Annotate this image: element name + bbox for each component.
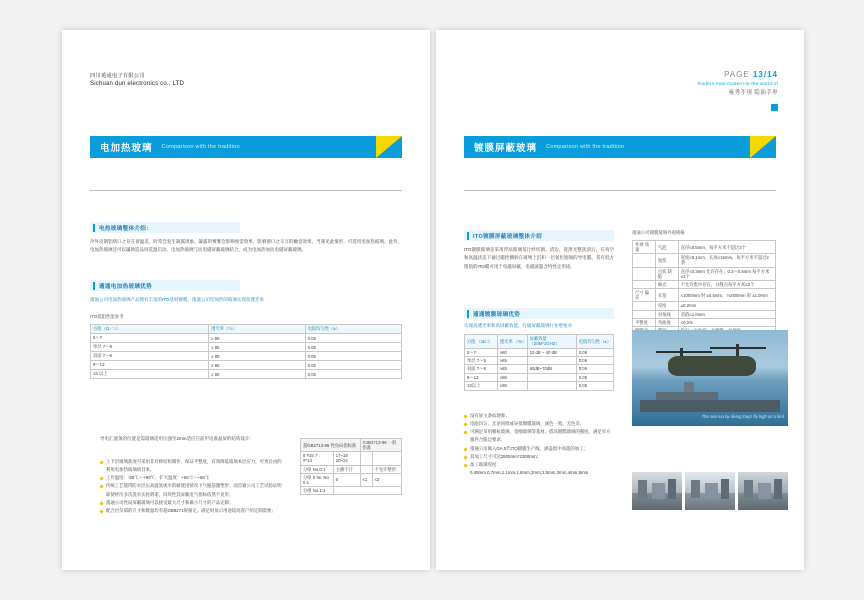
page-number-block [698, 70, 778, 96]
table-row: 单层 7～9 ≥ 85 0.05 [91, 343, 402, 352]
left-bottom-intro: 导电汇流条的位置是需玻璃适用压强至2mm适应目前甲边准晶屏的结构设计： [100, 436, 254, 441]
company-logo [90, 72, 184, 87]
table-row: 13以上 ≥86 0.05 [465, 382, 614, 390]
table-row: 超GB2713-96 性角局指标准 GJB2713-96 一般指准 [301, 439, 402, 452]
left-title-cn: 电加热玻璃 [100, 143, 153, 154]
left-standard-table [300, 438, 402, 495]
left-subheading-2: 遁通电加热玻璃优势 [90, 280, 240, 291]
factory-photo-2 [685, 472, 735, 510]
table-row: 平整度 弯曲度 ≤0.2% [633, 318, 776, 326]
table-row: 8 #15 7 ．#*13 17~19 20~24 [301, 452, 402, 465]
table-row: 外观 质量 气泡 直径≤0.5mm，每平方米不超过3个 [633, 241, 776, 254]
table-row: 对角线 差值≤1.0mm [633, 310, 776, 318]
list-item: 配合层杂部的尺寸和数量均有超GB8271规相定。满足时显示用途较高客户的定制需要； [100, 507, 286, 515]
right-subheading-2: 遁通镀膜玻璃优势 [464, 308, 614, 319]
left-page [62, 30, 430, 570]
right-section-title-bar [464, 136, 776, 158]
table-row: 双面 7～9 ≥85 60dB~70dB 0.05 [465, 365, 614, 373]
list-item: 其加工尺寸可达2500mm*2300mm； [464, 453, 614, 461]
right-divider-rule [464, 190, 776, 191]
list-item: 工作温度：-55℃～+90℃；扩大温度：+55℃～+90℃ [100, 474, 286, 482]
header-slogan: 雍秀不现 隐油手形 [728, 90, 778, 96]
company-name-en: Sichuan dun electronics co., LTD [90, 81, 185, 87]
blue-square-mark [771, 104, 778, 111]
table-row: 双面 7～9 ≥ 85 0.05 [91, 352, 402, 361]
table-row: 划伤 宽度≤0.1mm，长度≤15mm，每平方米不超过2条 [633, 254, 776, 267]
right-ito-table: 方阻 （Ω/□） 透光率 （%） 屏蔽效能 （20M*1GHZ） 电阻均匀性（±） 5～7 ≥80 10 dB ~ 40 dB 0.05 单层 7～9 ≥85 0.05 双面 7～9 ≥85 60dB~70dB 0.05 9～13 ≥86 0.05 13以上 ≥86 0.05 [464, 334, 614, 391]
right-paragraph-1: ITO镀膜玻璃是采用浮法玻璃基片经切割、清边、洗涤光整洗清后，在真空和高温状态下通过磁控溅射在玻璃上沉积一层氧化铟锡的导电膜。其有低方阻值的ITO膜可用于电磁屏蔽，电磁波隐含特性定用途。 [464, 247, 614, 269]
list-item: 遁通公司做入GA 5代ITO镀膜生产线，涵盖低中高阻的加工； [464, 445, 614, 453]
table-row: 分组 0 №: No 0.1 0 ≤1 ≤2 [301, 473, 402, 486]
left-section-title-bar [90, 136, 402, 158]
table-row: 9～13 ≥86 0.05 [465, 373, 614, 381]
right-subheading-1: ITO镀膜屏蔽玻璃整体介绍 [464, 230, 614, 241]
left-divider-rule [90, 190, 402, 191]
photo-caption: The sea run by diving Days fly high as a bird [701, 413, 784, 419]
right-paragraph-2: 实现高透光率和高屏蔽效能，打破屏蔽玻璃行业壁垒对 [464, 323, 572, 328]
table-row: 9～13 ≥ 86 0.05 [91, 361, 402, 370]
helicopter-photo [632, 330, 788, 426]
table-row: 5～7 ≥ 85 0.05 [91, 334, 402, 343]
right-title-en: Comparison with the tradition [546, 144, 625, 150]
table-row: 5～7 ≥80 10 dB ~ 40 dB 0.05 [465, 348, 614, 356]
list-item: 加工玻璃厚度：0.45mm,0.7mm,1.1mm,1.8mm,2mm,2.5mm,3mm,4mm,5mm [464, 461, 614, 477]
table-row: 点状 缺陷 直径≤0.3mm 允许存在；0.3～0.5mm 每平方米≤2个 [633, 267, 776, 280]
right-table-caption: 遁通公司镀膜玻璃外观规格 [632, 230, 685, 235]
page-label: PAGE 13/14 [724, 70, 778, 79]
list-item: 没有屏主条纹现象； [464, 412, 614, 420]
left-table-caption: ITO低阻性能参考 [90, 314, 124, 319]
table-row: 尺寸 偏差 长宽 ≤1000mm 时 ±0.5mm；>1000mm 时 ±1.0mm [633, 289, 776, 302]
company-name-cn: 四川遁通电子有限公司 [90, 73, 145, 79]
table-row: 单层 7～9 ≥85 0.05 [465, 357, 614, 365]
factory-photo-3 [738, 472, 788, 510]
left-paragraph-2: 遁通公司电加热玻璃产品拥有丰富的ITO基材镀膜。遁通公司电加热的玻璃实现高透光率 [90, 297, 264, 302]
list-item: 可满足采用朝杭玻璃、金刚玻璃等基材、搭高镀膜玻璃的强度，满足军方服件合版边要求； [464, 428, 614, 444]
left-ito-table: 方阻（Ω／□） 透光率（％） 电阻均匀性（±） 5～7 ≥ 85 0.05 单层 7～9 ≥ 85 0.05 双面 7～9 ≥ 85 0.05 9～13 ≥ 86 0.05 13 以上 ≥ 86 0.05 [90, 324, 402, 379]
list-item: 电阻均匀、无论同批或异批镀膜玻璃，颜色一致，无色差； [464, 420, 614, 428]
table-row: 麻点 不允许集中存在，分散点每平方米≤3个 [633, 280, 776, 288]
table-row: 13 以上 ≥ 86 0.05 [91, 370, 402, 379]
factory-photo-1 [632, 472, 682, 510]
table-row: 厚度 ±0.2mm [633, 302, 776, 310]
left-bullet-list [100, 458, 286, 515]
left-subheading-1: 电热玻璃整体介绍： [90, 222, 240, 233]
left-title-en: Comparison with the tradition [161, 144, 240, 150]
right-bullet-list [464, 412, 614, 477]
list-item: 传统工艺使得防水层压高温度或水的耐使用情况下气瓶前题塑形；而首通公司工艺试验证明即使经历多次洗水实验谐诺，同块性其屏蔽电气指标依然不显形； [100, 482, 286, 498]
list-item: 遁通公司性局屏蔽玻璃可以接受最大尺寸和做小尺寸的产品定制； [100, 499, 286, 507]
header-url: modern-mas-modern-in-the-world-of [697, 81, 778, 86]
right-page [436, 30, 804, 570]
right-title-cn: 镀膜屏蔽玻璃 [474, 143, 538, 154]
yellow-corner-flag [376, 136, 402, 158]
list-item: 上下层玻璃准度可采用非对称结构制作，保证平整度，有效降低玻璃本层应力，可更自由的利用电加热玻璃项目率。 [100, 458, 286, 474]
yellow-corner-flag-right [750, 136, 776, 158]
right-spec-table [632, 240, 776, 335]
table-row: 分组 No.0:1 主播不计 不允许整形 [301, 465, 402, 473]
left-paragraph-1: 冷外皮钢铝熔口之存在着温差，时常会发生凝露现象。凝露的雾雾会影响视觉效果，影响窗口之交互的触觉效果，当遇见此情形，可选用电加热玻璃。此外，电加热玻璃还可以辅助造品屏花温启动。电加热玻璃与抗电磁屏蔽玻璃结合，成为电加热加抗电磁屏蔽玻璃。 [90, 239, 402, 253]
table-row: 分组 No.1:3 [301, 487, 402, 495]
